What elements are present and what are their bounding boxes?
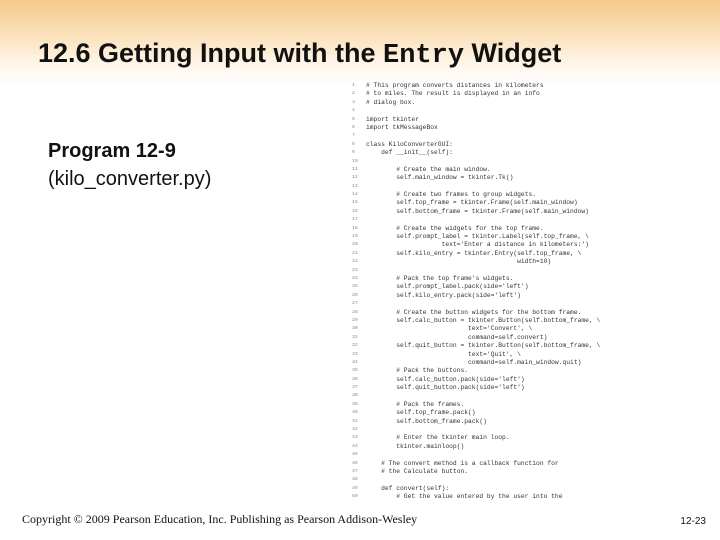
line-number: 9 [352, 150, 355, 156]
code-line [352, 476, 600, 484]
code-text: # to miles. The result is displayed in an info [366, 90, 540, 98]
code-line [352, 460, 600, 468]
line-number: 33 [352, 351, 358, 357]
title-prefix: 12.6 Getting Input with the [38, 38, 384, 68]
code-text: import tkMessageBox [366, 123, 438, 131]
line-number: 37 [352, 385, 358, 391]
code-text: # Pack the buttons. [366, 367, 469, 375]
code-text: text='Quit', \ [366, 350, 521, 358]
line-number: 44 [352, 443, 358, 449]
code-text: # Enter the tkinter main loop. [366, 434, 510, 442]
code-text: # Create the main window. [366, 165, 491, 173]
code-text: command=self.convert) [366, 333, 548, 341]
code-text [366, 216, 600, 224]
code-text: # Pack the frames. [366, 400, 465, 408]
code-text: text='Convert', \ [366, 325, 533, 333]
code-line [352, 367, 600, 375]
line-number: 40 [352, 410, 358, 416]
code-line [352, 292, 600, 300]
code-line [352, 166, 600, 174]
code-line [352, 468, 600, 476]
code-text: self.quit_button.pack(side='left') [366, 384, 525, 392]
code-text: import tkinter [366, 115, 419, 123]
code-text: # dialog box. [366, 98, 416, 106]
line-number: 38 [352, 393, 358, 399]
code-text: self.calc_button.pack(side='left') [366, 375, 525, 383]
code-line [352, 82, 600, 90]
code-text: self.top_frame.pack() [366, 409, 476, 417]
code-text: self.top_frame = tkinter.Frame(self.main_window) [366, 199, 578, 207]
line-number: 46 [352, 460, 358, 466]
code-text: # The convert method is a callback function for [366, 459, 559, 467]
code-text [366, 392, 600, 400]
line-number: 27 [352, 301, 358, 307]
code-text [366, 267, 600, 275]
line-number: 8 [352, 141, 355, 147]
code-line [352, 283, 600, 291]
code-text: def __init__(self): [366, 149, 453, 157]
line-number: 47 [352, 468, 358, 474]
line-number: 6 [352, 124, 355, 130]
code-text: command=self.main_window.quit) [366, 358, 582, 366]
line-number: 19 [352, 234, 358, 240]
line-number: 11 [352, 166, 358, 172]
line-number: 48 [352, 477, 358, 483]
code-text: # Create the button widgets for the bottom frame. [366, 308, 582, 316]
code-line [352, 376, 600, 384]
line-number: 2 [352, 91, 355, 97]
line-number: 30 [352, 326, 358, 332]
code-text: # Create the widgets for the top frame. [366, 224, 544, 232]
code-line [352, 300, 600, 308]
code-line [352, 434, 600, 442]
line-number: 13 [352, 183, 358, 189]
line-number: 50 [352, 494, 358, 500]
code-line [352, 116, 600, 124]
line-number: 34 [352, 359, 358, 365]
line-number: 7 [352, 133, 355, 139]
code-line [352, 258, 600, 266]
code-line [352, 342, 600, 350]
code-line [352, 124, 600, 132]
code-text: self.prompt_label = tkinter.Label(self.top_frame, \ [366, 233, 589, 241]
copyright-notice: Copyright © 2009 Pearson Education, Inc. Publishing as Pearson Addison-Wesley [22, 512, 418, 526]
code-text [366, 476, 600, 484]
code-line [352, 199, 600, 207]
line-number: 36 [352, 376, 358, 382]
code-text: class KiloConverterGUI: [366, 140, 453, 148]
code-line [352, 216, 600, 224]
code-text: self.quit_button = tkinter.Button(self.bottom_frame, \ [366, 342, 600, 350]
line-number: 26 [352, 292, 358, 298]
code-line [352, 241, 600, 249]
line-number: 42 [352, 427, 358, 433]
line-number: 4 [352, 108, 355, 114]
line-number: 29 [352, 317, 358, 323]
code-line [352, 485, 600, 493]
code-line [352, 426, 600, 434]
line-number: 23 [352, 267, 358, 273]
code-line [352, 158, 600, 166]
line-number: 24 [352, 275, 358, 281]
code-line [352, 351, 600, 359]
code-line [352, 225, 600, 233]
line-number: 25 [352, 284, 358, 290]
code-line [352, 99, 600, 107]
code-line [352, 183, 600, 191]
code-line [352, 250, 600, 258]
code-text: self.prompt_label.pack(side='left') [366, 283, 529, 291]
line-number: 31 [352, 334, 358, 340]
code-text: self.bottom_frame.pack() [366, 417, 487, 425]
code-text: text='Enter a distance in kilometers:') [366, 241, 589, 249]
code-text: # the Calculate button. [366, 467, 469, 475]
code-line [352, 191, 600, 199]
code-text [366, 426, 600, 434]
code-text [366, 451, 600, 459]
line-number: 14 [352, 192, 358, 198]
line-number: 16 [352, 208, 358, 214]
code-line [352, 107, 600, 115]
code-line [352, 392, 600, 400]
line-number: 22 [352, 259, 358, 265]
title-code: Entry [383, 41, 465, 71]
code-line [352, 149, 600, 157]
code-line [352, 267, 600, 275]
code-text: self.calc_button = tkinter.Button(self.bottom_frame, \ [366, 316, 600, 324]
line-number: 28 [352, 309, 358, 315]
code-text [366, 300, 600, 308]
code-text: self.main_window = tkinter.Tk() [366, 174, 514, 182]
code-line [352, 174, 600, 182]
line-number: 35 [352, 368, 358, 374]
line-number: 15 [352, 200, 358, 206]
code-text: self.bottom_frame = tkinter.Frame(self.main_window) [366, 207, 589, 215]
code-line [352, 275, 600, 283]
line-number: 49 [352, 485, 358, 491]
code-line [352, 384, 600, 392]
program-filename: (kilo_converter.py) [48, 168, 212, 190]
line-number: 5 [352, 116, 355, 122]
code-text: # Pack the top frame's widgets. [366, 274, 514, 282]
slide-title [38, 38, 561, 71]
page-number: 12-23 [680, 516, 706, 527]
line-number: 17 [352, 217, 358, 223]
code-text: width=10) [366, 258, 552, 266]
code-line [352, 141, 600, 149]
code-text [366, 158, 600, 166]
code-text: self.kilo_entry = tkinter.Entry(self.top_frame, \ [366, 249, 582, 257]
code-text: def convert(self): [366, 484, 450, 492]
code-line [352, 317, 600, 325]
code-text [366, 107, 600, 115]
code-text: tkinter.mainloop() [366, 442, 465, 450]
line-number: 32 [352, 343, 358, 349]
code-text [366, 132, 600, 140]
code-line [352, 493, 600, 501]
line-number: 18 [352, 225, 358, 231]
line-number: 39 [352, 401, 358, 407]
code-line [352, 451, 600, 459]
code-line [352, 401, 600, 409]
line-number: 20 [352, 242, 358, 248]
code-text [366, 183, 600, 191]
code-line [352, 359, 600, 367]
program-title: Program 12-9 [48, 140, 176, 162]
code-text: self.kilo_entry.pack(side='left') [366, 291, 521, 299]
line-number: 41 [352, 418, 358, 424]
code-text: # Get the value entered by the user into the [366, 493, 563, 501]
code-line [352, 334, 600, 342]
line-number: 43 [352, 435, 358, 441]
line-number: 3 [352, 99, 355, 105]
line-number: 45 [352, 452, 358, 458]
code-text: # This program converts distances in kilometers [366, 82, 544, 89]
line-number: 21 [352, 250, 358, 256]
code-line [352, 132, 600, 140]
code-line [352, 418, 600, 426]
code-text: # Create two frames to group widgets. [366, 191, 537, 199]
code-line [352, 208, 600, 216]
line-number: 1 [352, 83, 355, 88]
line-number: 12 [352, 175, 358, 181]
line-number: 10 [352, 158, 358, 164]
code-line [352, 325, 600, 333]
title-suffix: Widget [464, 38, 562, 68]
code-line [352, 443, 600, 451]
code-line [352, 409, 600, 417]
code-line [352, 90, 600, 98]
code-line [352, 309, 600, 317]
code-listing [352, 82, 600, 502]
code-line [352, 233, 600, 241]
